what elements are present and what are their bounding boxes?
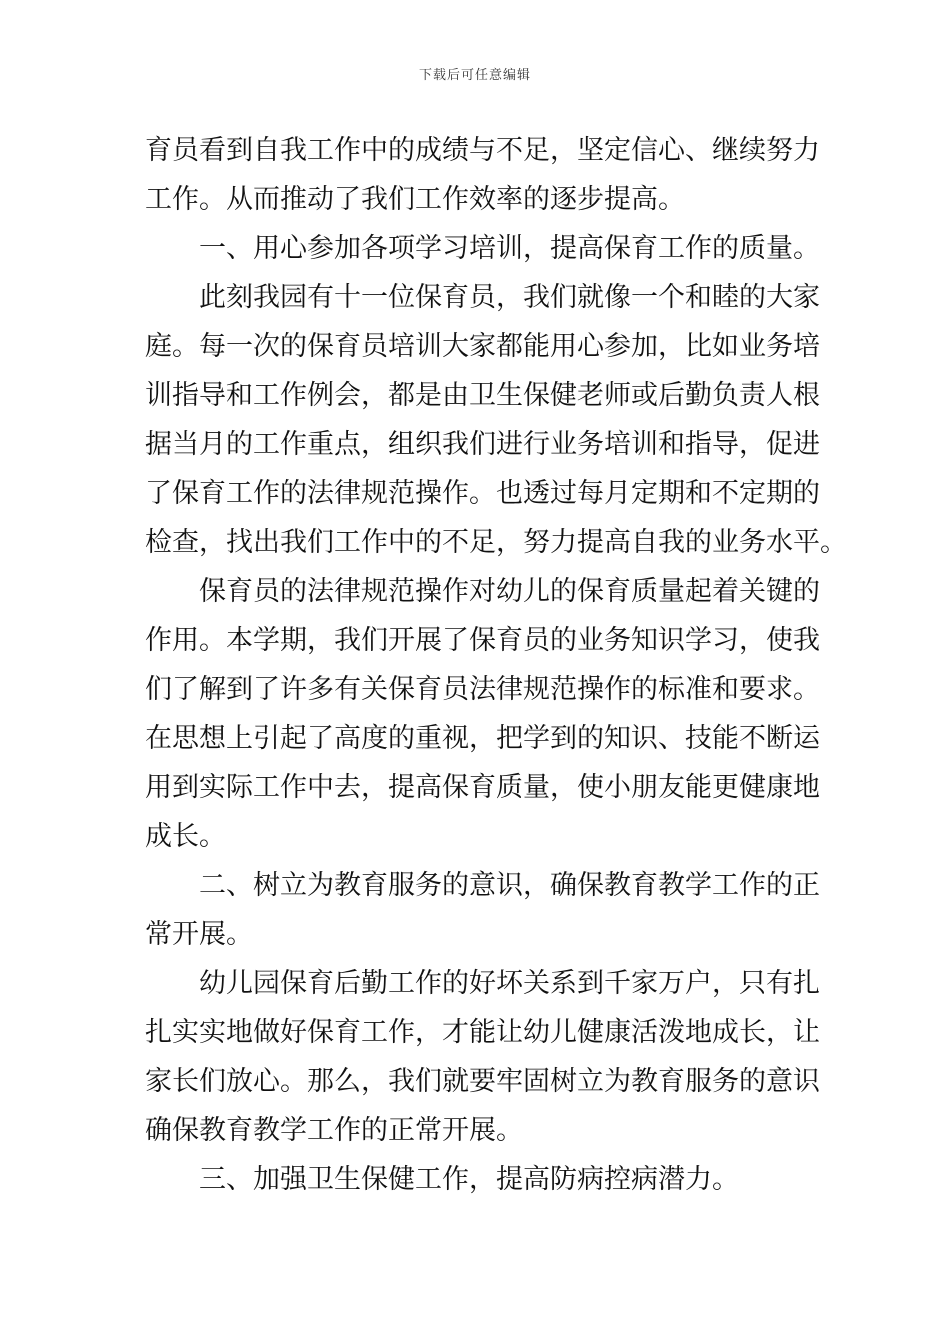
text-line: 幼儿园保育后勤工作的好坏关系到千家万户，只有扎 <box>199 968 820 999</box>
text-line: 工作。从而推动了我们工作效率的逐步提高。 <box>145 184 685 215</box>
text-line: 作用。本学期，我们开展了保育员的业务知识学习，使我 <box>145 625 820 656</box>
text-line: 了保育工作的法律规范操作。也透过每月定期和不定期的 <box>145 478 820 509</box>
text-line: 在思想上引起了高度的重视，把学到的知识、技能不断运 <box>145 723 820 754</box>
text-line: 训指导和工作例会，都是由卫生保健老师或后勤负责人根 <box>145 380 820 411</box>
text-line: 家长们放心。那么，我们就要牢固树立为教育服务的意识 <box>145 1066 820 1097</box>
text-line: 庭。每一次的保育员培训大家都能用心参加，比如业务培 <box>145 331 820 362</box>
section-heading: 一、用心参加各项学习培训，提高保育工作的质量。 <box>199 233 820 264</box>
text-line: 扎实实地做好保育工作，才能让幼儿健康活泼地成长，让 <box>145 1017 820 1048</box>
text-line: 们了解到了许多有关保育员法律规范操作的标准和要求。 <box>145 674 820 705</box>
text-line: 育员看到自我工作中的成绩与不足，坚定信心、继续努力 <box>145 135 820 166</box>
text-line: 此刻我园有十一位保育员，我们就像一个和睦的大家 <box>199 282 820 313</box>
text-line: 用到实际工作中去，提高保育质量，使小朋友能更健康地 <box>145 772 820 803</box>
section-heading: 三、加强卫生保健工作，提高防病控病潜力。 <box>199 1164 739 1195</box>
page-header-note: 下载后可任意编辑 <box>418 68 531 83</box>
text-line: 常开展。 <box>145 919 253 950</box>
text-line: 据当月的工作重点，组织我们进行业务培训和指导，促进 <box>145 429 820 460</box>
text-line: 保育员的法律规范操作对幼儿的保育质量起着关键的 <box>199 576 820 607</box>
text-line: 确保教育教学工作的正常开展。 <box>145 1115 523 1146</box>
text-line: 成长。 <box>145 821 226 852</box>
section-heading: 二、树立为教育服务的意识，确保教育教学工作的正 <box>199 870 820 901</box>
text-line: 检查，找出我们工作中的不足，努力提高自我的业务水平。 <box>145 527 847 558</box>
document-body <box>145 126 847 1204</box>
